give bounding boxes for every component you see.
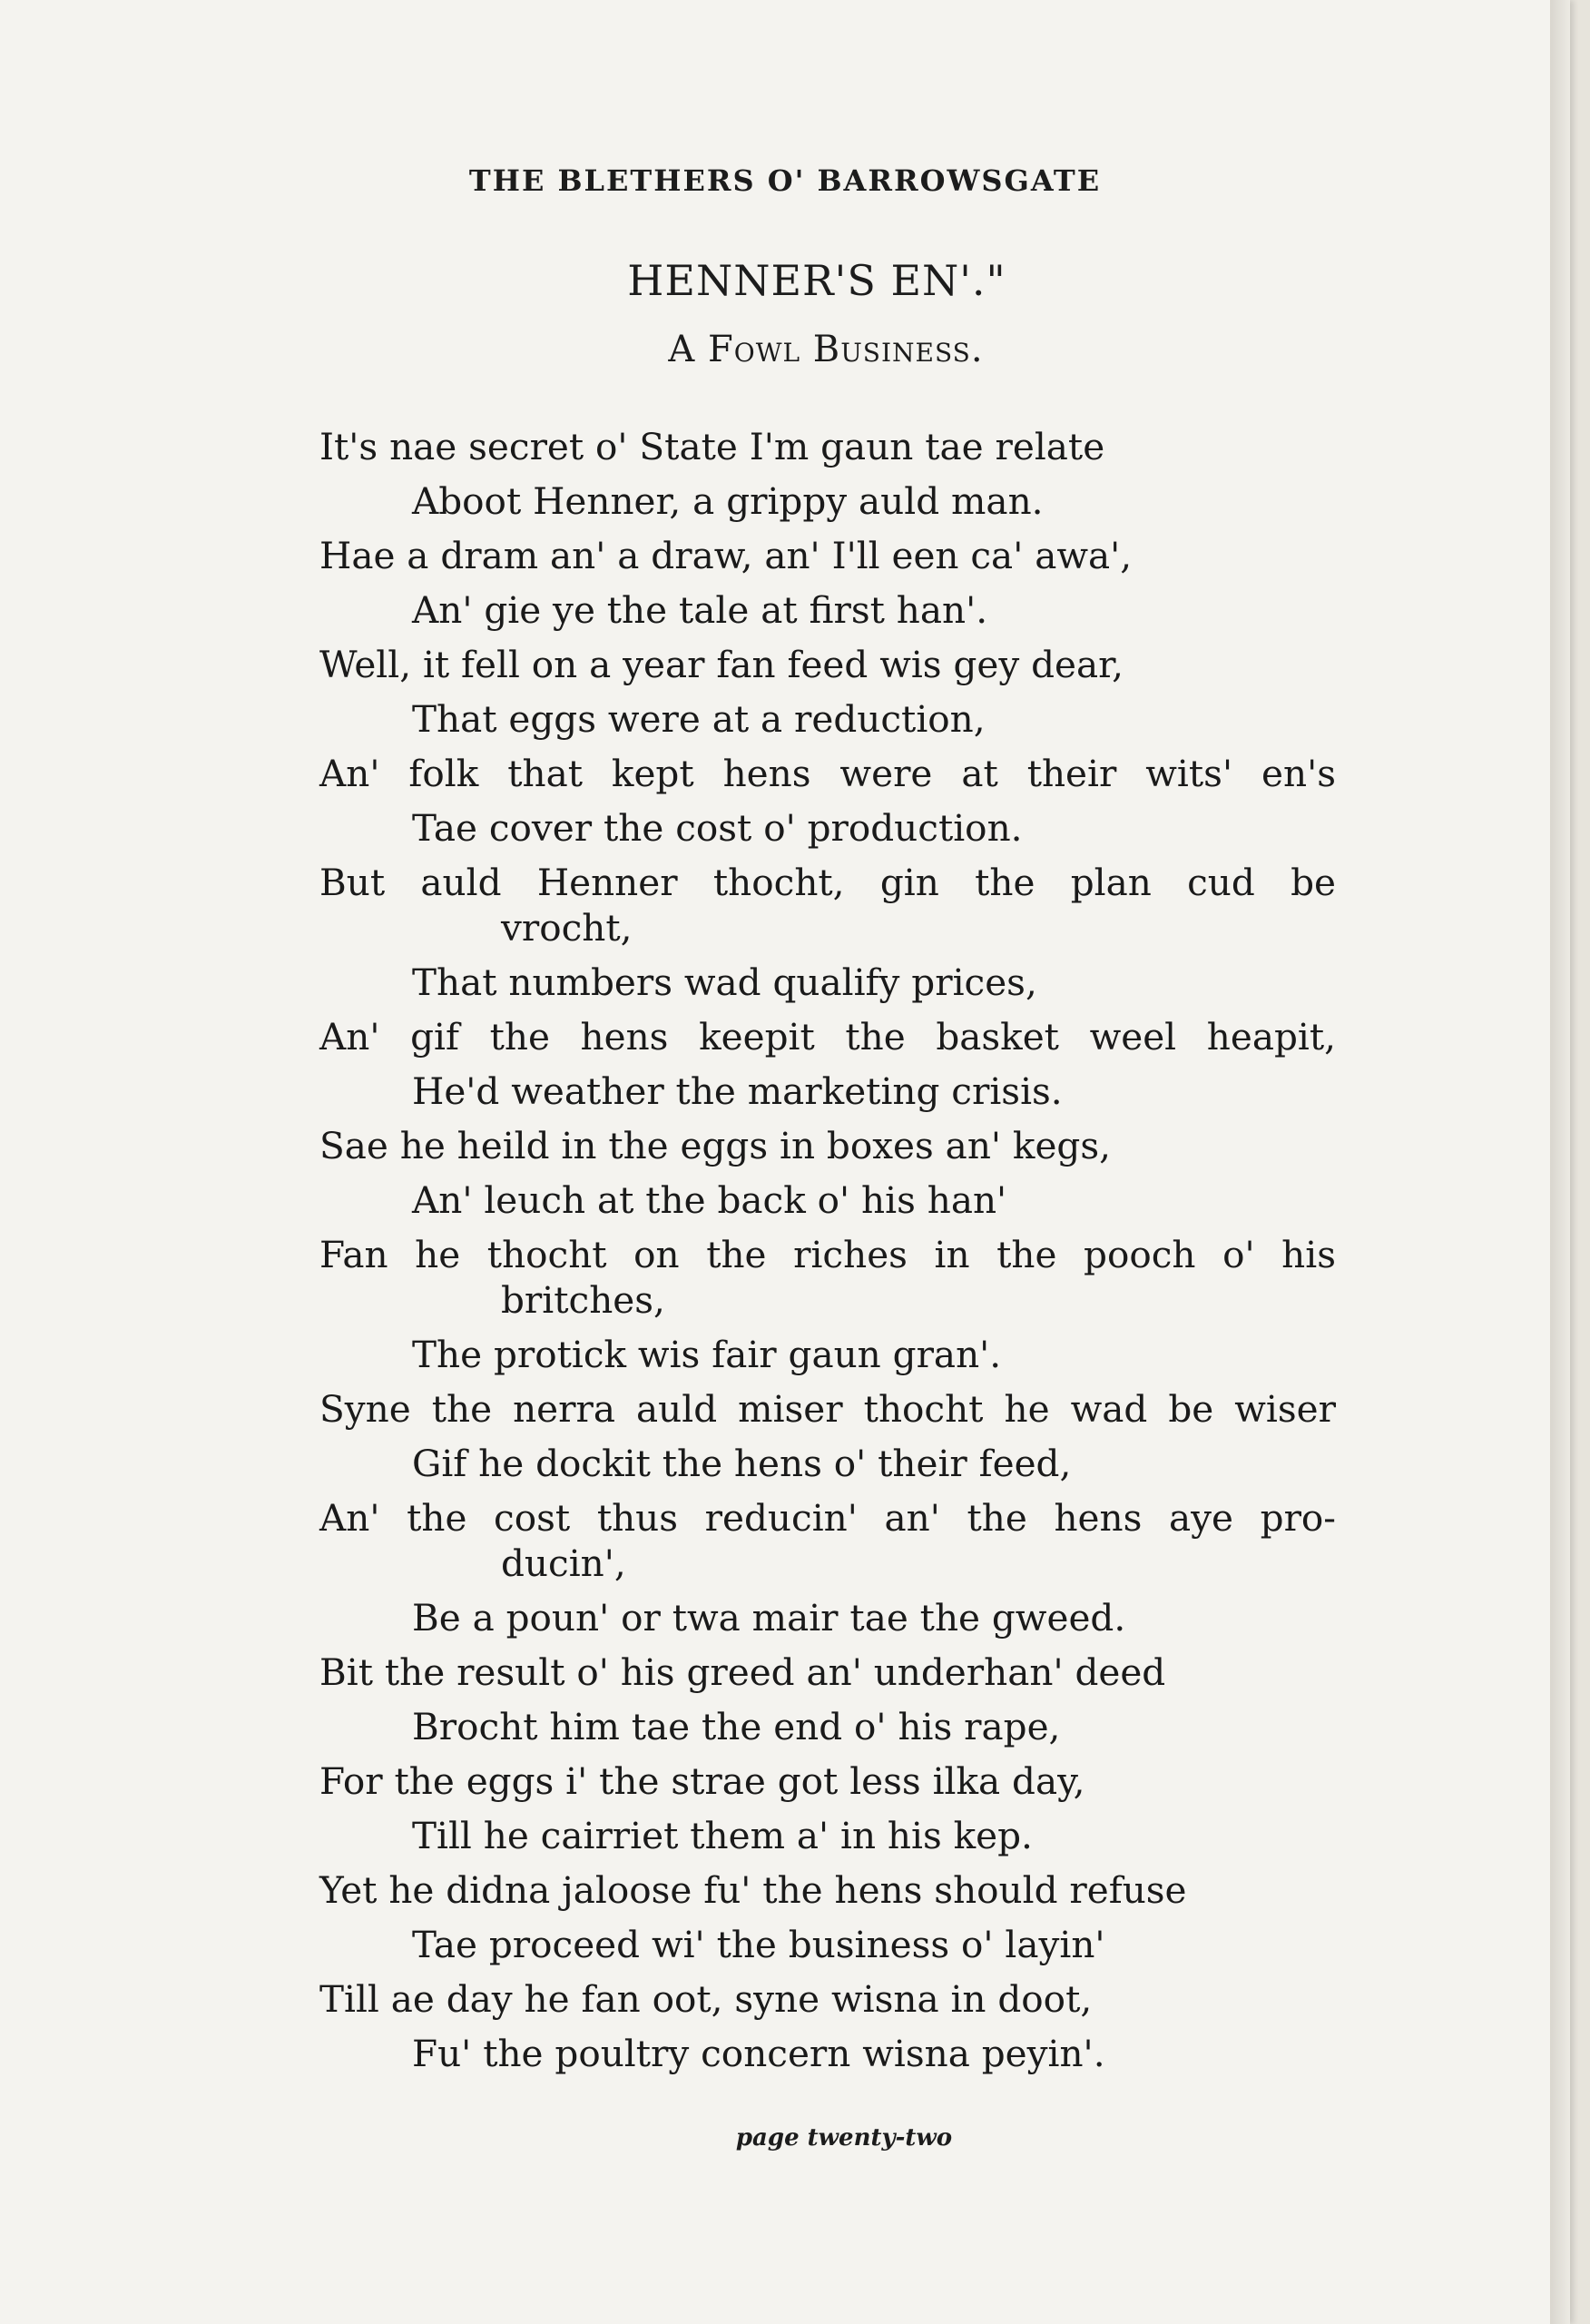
- poem-line: [319, 801, 1336, 855]
- poem-line: [319, 1436, 1336, 1491]
- page-number: page twenty-two: [735, 2124, 953, 2152]
- poem-line-text: Fu' the poultry concern wisna peyin'.: [412, 2032, 1105, 2075]
- poem-line: [319, 1118, 1336, 1173]
- poem-line: [319, 1863, 1336, 1917]
- poem-line-text: An' the cost thus reducin' an' the hens aye pro-: [319, 1496, 1336, 1540]
- poem-line: [319, 1064, 1336, 1118]
- poem-line-text: He'd weather the marketing crisis.: [412, 1069, 1063, 1113]
- poem-line-text: The protick wis fair gaun gran'.: [412, 1333, 1002, 1376]
- poem-line: [319, 474, 1336, 528]
- poem-line: [319, 1917, 1336, 1972]
- poem-line: [319, 637, 1336, 692]
- poem-line-text: Yet he didna jaloose fu' the hens should refuse: [319, 1868, 1187, 1912]
- poem-line-text: Sae he heild in the eggs in boxes an' kegs,: [319, 1124, 1112, 1167]
- poem-line-text: That numbers wad qualify prices,: [412, 960, 1037, 1004]
- poem-line: [319, 1754, 1336, 1808]
- poem-line-text: Tae proceed wi' the business o' layin': [412, 1923, 1105, 1966]
- poem-body: [319, 419, 1336, 2081]
- poem-line: [319, 1645, 1336, 1699]
- poem-line-text: Till ae day he fan oot, syne wisna in doot,: [319, 1977, 1093, 2021]
- poem-line-text: It's nae secret o' State I'm gaun tae relate: [319, 425, 1105, 468]
- poem-line: [319, 1173, 1336, 1227]
- poem-line: [319, 583, 1336, 637]
- poem-line-text: Gif he dockit the hens o' their feed,: [412, 1442, 1072, 1485]
- poem-line-continuation: ducin',: [501, 1541, 626, 1585]
- poem-line-text: Syne the nerra auld miser thocht he wad be wiser: [319, 1387, 1336, 1431]
- poem-line-text: Fan he thocht on the riches in the pooch o' his: [319, 1233, 1336, 1276]
- poem-line: [319, 746, 1336, 801]
- poem-line-text: An' leuch at the back o' his han': [412, 1178, 1007, 1222]
- poem-line-text: Till he cairriet them a' in his kep.: [412, 1814, 1033, 1857]
- poem-line: [319, 1382, 1336, 1436]
- poem-line-text: Bit the result o' his greed an' underhan' deed: [319, 1650, 1166, 1694]
- poem-line-continuation: britches,: [501, 1278, 665, 1322]
- poem-line-text: An' gif the hens keepit the basket weel heapit,: [319, 1015, 1336, 1059]
- poem-line-text: Be a poun' or twa mair tae the gweed.: [412, 1596, 1126, 1640]
- poem-line: [319, 1491, 1336, 1590]
- poem-line: [319, 1808, 1336, 1863]
- poem-line: [319, 1699, 1336, 1754]
- poem-line-text: But auld Henner thocht, gin the plan cud be: [319, 861, 1336, 904]
- poem-subtitle: A Fowl Business.: [668, 329, 984, 370]
- poem-line: [319, 1009, 1336, 1064]
- poem-line: [319, 1590, 1336, 1645]
- running-header: THE BLETHERS O' BARROWSGATE: [468, 163, 1102, 198]
- poem-line-text: That eggs were at a reduction,: [412, 697, 986, 741]
- poem-line-text: An' folk that kept hens were at their wits' en's: [319, 752, 1336, 795]
- poem-line-text: Aboot Henner, a grippy auld man.: [412, 479, 1044, 523]
- poem-title: HENNER'S EN'.": [627, 256, 1006, 305]
- poem-line: [319, 528, 1336, 583]
- poem-line-text: Well, it fell on a year fan feed wis gey dear,: [319, 643, 1124, 686]
- poem-line: [319, 1227, 1336, 1327]
- poem-line-text: An' gie ye the tale at first han'.: [412, 588, 988, 632]
- poem-line-text: Tae cover the cost o' production.: [412, 806, 1023, 850]
- poem-line: [319, 2026, 1336, 2081]
- poem-line: [319, 692, 1336, 746]
- poem-line-text: For the eggs i' the strae got less ilka day,: [319, 1759, 1085, 1803]
- poem-line: [319, 1972, 1336, 2026]
- poem-line-text: Hae a dram an' a draw, an' I'll een ca' awa',: [319, 534, 1133, 577]
- poem-line: [319, 955, 1336, 1009]
- poem-line: [319, 419, 1336, 474]
- poem-line-continuation: vrocht,: [501, 906, 633, 950]
- poem-line: [319, 855, 1336, 955]
- poem-line-text: Brocht him tae the end o' his rape,: [412, 1705, 1061, 1748]
- poem-line: [319, 1327, 1336, 1382]
